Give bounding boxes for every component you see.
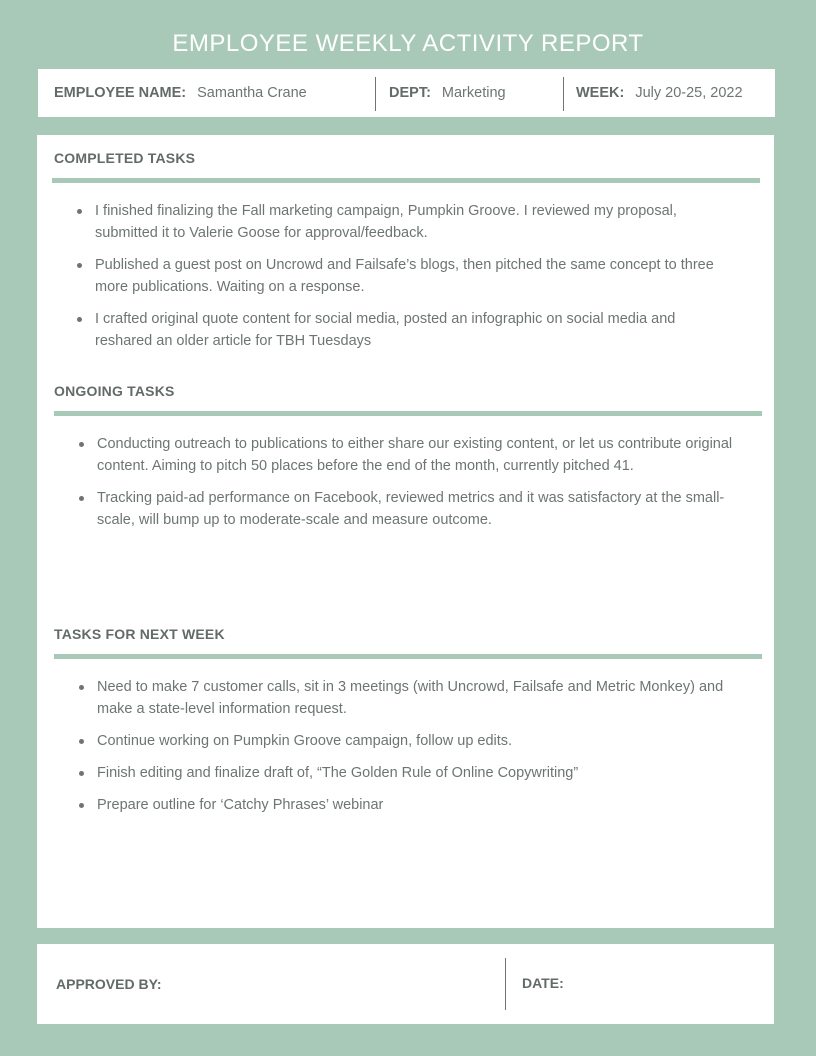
ongoing-tasks-title: ONGOING TASKS <box>54 383 175 399</box>
dept-value: Marketing <box>441 85 506 101</box>
dept-label: DEPT: <box>389 85 431 101</box>
next-week-tasks-list <box>79 676 739 826</box>
section-divider <box>54 411 762 416</box>
list-item: Continue working on Pumpkin Groove campaign, follow up edits. <box>79 730 739 752</box>
list-item: Tracking paid-ad performance on Facebook, reviewed metrics and it was satisfactory at the small-scale, will bump up to moderate-scale and measure outcome. <box>79 487 739 531</box>
list-item: Published a guest post on Uncrowd and Failsafe’s blogs, then pitched the same concept to three more publications. Waiting on a response. <box>77 254 727 298</box>
ongoing-tasks-list <box>79 433 739 541</box>
approval-bar <box>37 944 774 1024</box>
list-item: I crafted original quote content for social media, posted an infographic on social media and reshared an older article for TBH Tuesdays <box>77 308 727 352</box>
approved-by-label: APPROVED BY: <box>56 976 162 992</box>
week-label: WEEK: <box>576 85 625 101</box>
list-item: I finished finalizing the Fall marketing campaign, Pumpkin Groove. I reviewed my proposal, submitted it to Valerie Goose for approval/feedback. <box>77 200 727 244</box>
section-divider <box>52 178 760 183</box>
employee-name-label: EMPLOYEE NAME: <box>54 85 187 101</box>
dept-field <box>389 69 506 117</box>
completed-tasks-title: COMPLETED TASKS <box>54 150 196 166</box>
divider <box>505 958 506 1010</box>
list-item: Conducting outreach to publications to either share our existing content, or let us contribute original content. Aiming to pitch 50 places before the end of the month, currently pitched 41. <box>79 433 739 477</box>
employee-info-bar <box>38 69 775 117</box>
week-field <box>576 69 743 117</box>
section-divider <box>54 654 762 659</box>
employee-name-value: Samantha Crane <box>197 85 307 101</box>
completed-tasks-list <box>77 200 727 362</box>
divider <box>375 77 376 111</box>
divider <box>563 77 564 111</box>
list-item: Need to make 7 customer calls, sit in 3 meetings (with Uncrowd, Failsafe and Metric Monkey) and make a state-level information request. <box>79 676 739 720</box>
week-value: July 20-25, 2022 <box>635 85 743 101</box>
date-label: DATE: <box>522 975 564 991</box>
tasks-card <box>37 135 774 928</box>
list-item: Finish editing and finalize draft of, “The Golden Rule of Online Copywriting” <box>79 762 739 784</box>
employee-name-field <box>54 69 307 117</box>
report-title: EMPLOYEE WEEKLY ACTIVITY REPORT <box>172 30 644 57</box>
next-week-tasks-title: TASKS FOR NEXT WEEK <box>54 626 225 642</box>
list-item: Prepare outline for ‘Catchy Phrases’ webinar <box>79 794 739 816</box>
